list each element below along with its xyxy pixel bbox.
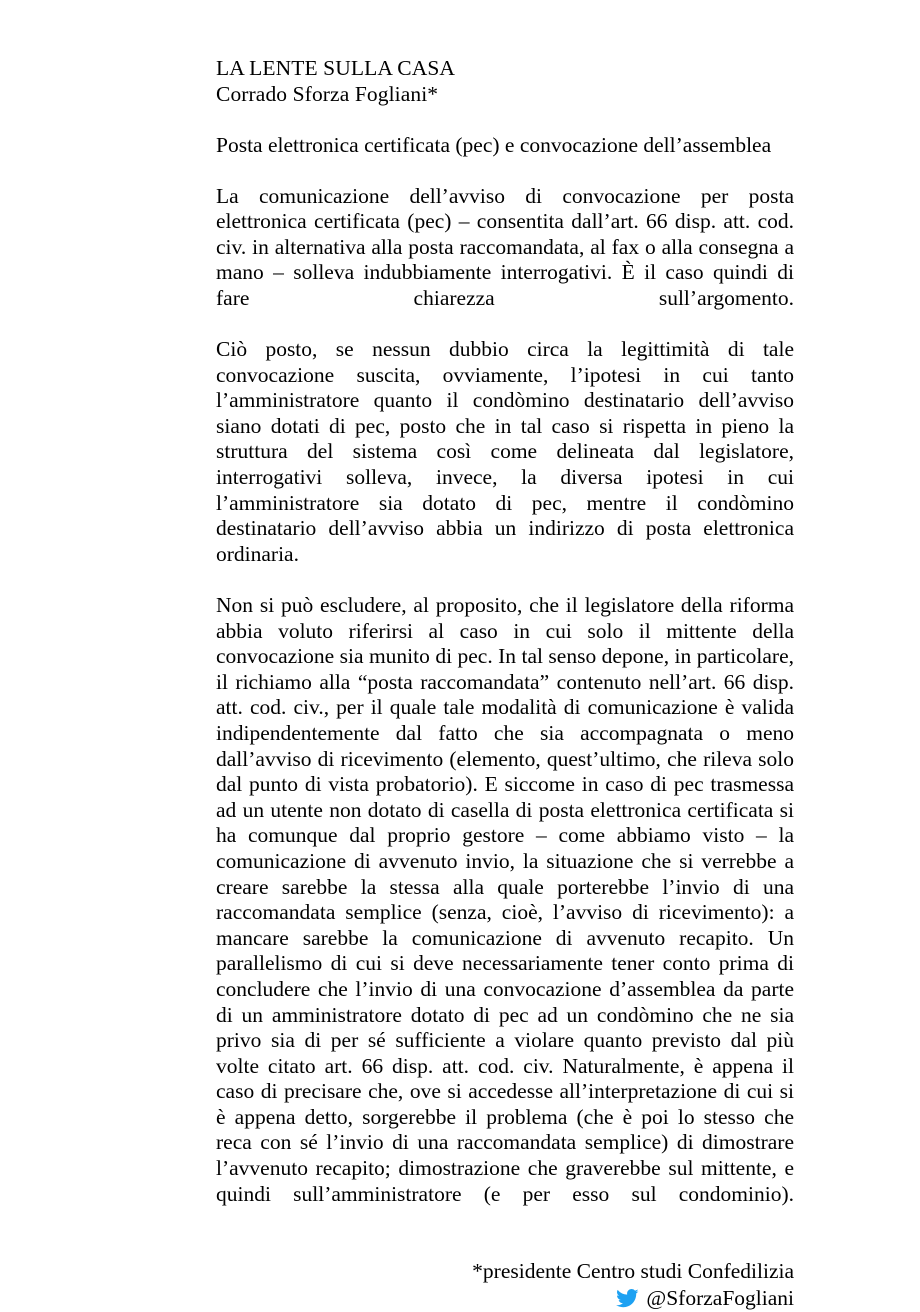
article-body: [216, 184, 794, 1233]
column-title: LA LENTE SULLA CASA: [216, 56, 455, 80]
author-credit: *presidente Centro studi Confedilizia: [472, 1259, 794, 1284]
author-byline: Corrado Sforza Fogliani*: [216, 81, 439, 106]
body-paragraph: Non si può escludere, al proposito, che il legislatore della riforma abbia voluto riferirsi al caso in cui solo il mittente della convocazione sia munito di pec. In tal senso depone, in particolare, il richiamo alla “posta raccomandata” contenuto nell’art. 66 disp. att. cod. civ., per il quale tale modalità di comunicazione è valida indipendentemente dal fatto che sia accompagnata o meno dall’avviso di ricevimento (elemento, quest’ultimo, che rileva solo dal punto di vista probatorio). E siccome in caso di pec trasmessa ad un utente non dotato di casella di posta elettronica certificata si ha comunque dal proprio gestore – come abbiamo visto – la comunicazione di avvenuto invio, la situazione che si verrebbe a creare sarebbe la stessa alla quale porterebbe l’invio di una raccomandata semplice (senza, cioè, l’avviso di ricevimento): a mancare sarebbe la comunicazione di avvenuto recapito. Un parallelismo di cui si deve necessariamente tener conto prima di concludere che l’invio di una convocazione d’assemblea da parte di un amministratore dotato di pec ad un condòmino che ne sia privo sia di per sé sufficiente a violare quanto previsto dal più volte citato art. 66 disp. att. cod. civ. Naturalmente, è appena il caso di precisare che, ove si accedesse all’interpretazione di cui si è appena detto, sorgerebbe il problema (che è poi lo stesso che reca con sé l’invio di una raccomandata semplice) di dimostrare l’avvenuto recapito; dimostrazione che graverebbe sul mittente, e quindi sull’amministratore (e per esso sul condominio).: [216, 593, 794, 1206]
subtitle-spacer: [216, 158, 794, 184]
twitter-bird-icon: [616, 1289, 639, 1308]
article-subtitle: Posta elettronica certificata (pec) e convocazione dell’assemblea: [216, 132, 772, 157]
masthead: [216, 56, 794, 107]
article-footer: [216, 1258, 794, 1312]
text-column: [216, 56, 794, 1312]
twitter-handle-line: [216, 1285, 794, 1312]
masthead-spacer: [216, 107, 794, 133]
body-paragraph: Ciò posto, se nessun dubbio circa la legittimità di tale convocazione suscita, ovviamente, l’ipotesi in cui tanto l’amministratore quanto il condòmino destinatario dell’avviso siano dotati di pec, posto che in tal caso si rispetta in pieno la struttura del sistema così come delineata dal legislatore, interrogativi solleva, invece, la diversa ipotesi in cui l’amministratore sia dotato di pec, mentre il condòmino destinatario dell’avviso abbia un indirizzo di posta elettronica ordinaria.: [216, 337, 794, 566]
body-paragraph: La comunicazione dell’avviso di convocazione per posta elettronica certificata (pec) – consentita dall’art. 66 disp. att. cod. civ. in alternativa alla posta raccomandata, al fax o alla consegna a mano – solleva indubbiamente interrogativi. È il caso quindi di fare chiarezza sull’argomento.: [216, 183, 794, 310]
twitter-handle-text[interactable]: @SforzaFogliani: [646, 1286, 794, 1311]
